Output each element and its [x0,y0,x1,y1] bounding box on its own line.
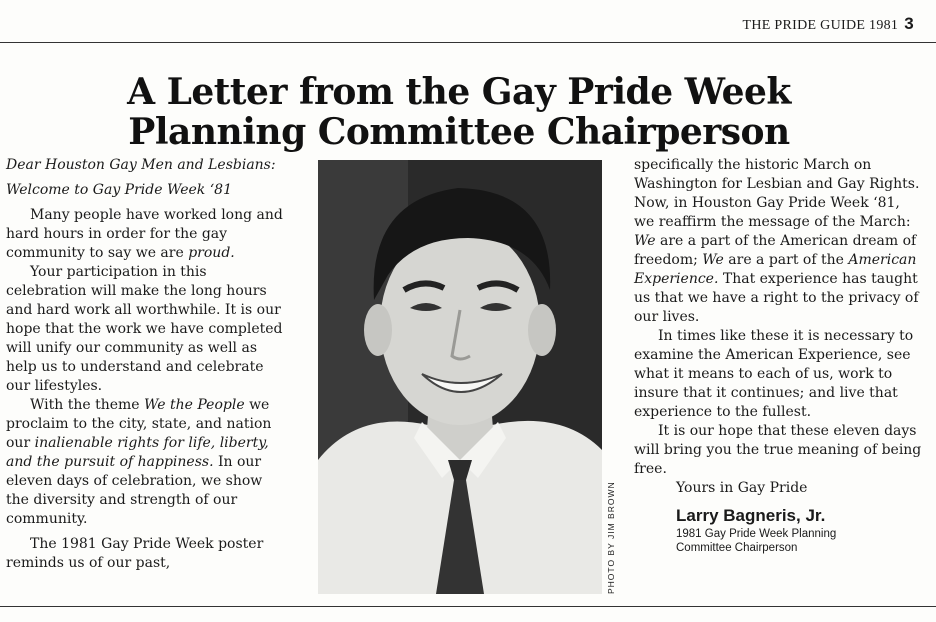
closing-line: Yours in Gay Pride [676,480,808,496]
paragraph: In times like these it is necessary to examine the American Experience, see what it means to each of us, work to insure that it continues; and live that experience to the fullest. [634,328,914,420]
page-number: 3 [904,14,914,33]
paragraph: With the theme We the People we proclaim to the city, state, and nation our inalienable rights for life, liberty, and the pursuit of happiness. In our eleven days of celebration, we show the diversity and strength of our community. [6,397,272,527]
letter-column-left [6,156,288,573]
running-header [743,14,914,34]
footer-rule [0,606,936,607]
paragraph: The 1981 Gay Pride Week poster reminds us of our past, [6,536,264,571]
letter-column-right [634,156,922,555]
headline-line-2: Planning Committee Chairperson [128,111,790,153]
paragraph: It is our hope that these eleven days will bring you the true meaning of being free. [634,423,922,477]
publication-name: THE PRIDE GUIDE 1981 [742,18,899,33]
salutation: Dear Houston Gay Men and Lesbians: [6,157,276,173]
page-header [0,0,936,43]
photo-credit: PHOTO BY JIM BROWN [606,481,616,594]
paragraph: Many people have worked long and hard hours in order for the gay community to say we are proud. [6,207,283,261]
portrait-illustration [318,160,602,594]
paragraph: specifically the historic March on Washington for Lesbian and Gay Rights. Now, in Houston Gay Pride Week ‘81, we reaffirm the message of the March: We are a part of the American dream of freedom; We are a part of the American Experience. That experience has taught us that we have a right to the privacy of our lives. [634,157,920,325]
headline-line-1: A Letter from the Gay Pride Week [127,71,791,113]
welcome-line: Welcome to Gay Pride Week ‘81 [6,182,232,198]
paragraph: Your participation in this celebration will make the long hours and hard work all worthwhile. It is our hope that the work we have completed will unify our community as well as help us to understand and celebrate our lifestyles. [6,264,283,394]
portrait-photo [318,160,602,594]
signer-name: Larry Bagneris, Jr. [676,506,826,525]
signer-title: 1981 Gay Pride Week Planning Committee Chairperson [676,528,837,554]
article-headline [0,72,918,152]
